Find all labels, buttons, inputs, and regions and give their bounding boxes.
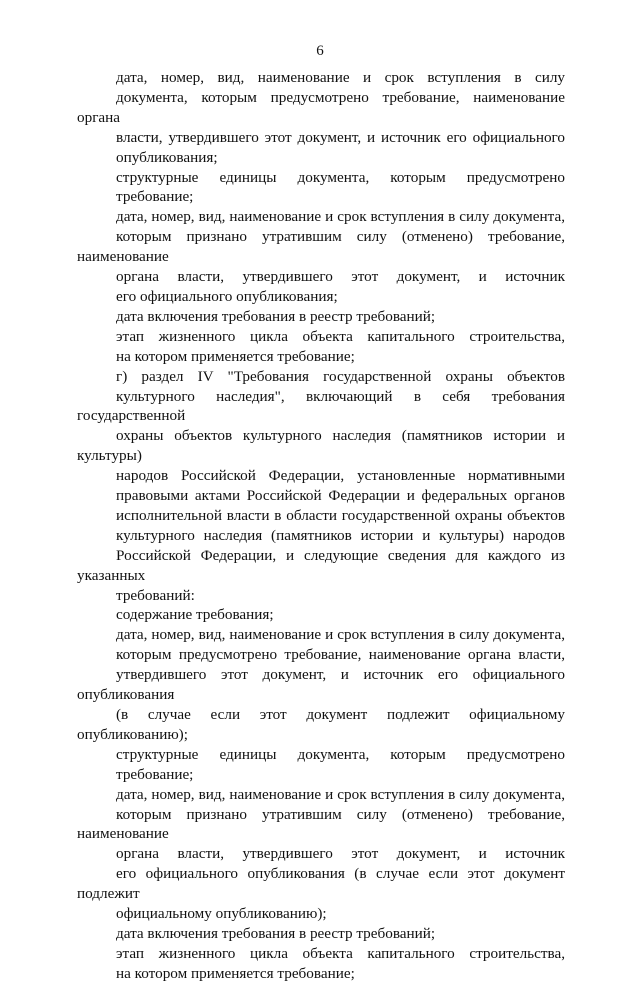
text-line: опубликования; xyxy=(116,148,218,166)
text-line: народов Российской Федерации, установленные нормативными xyxy=(116,467,565,485)
document-body xyxy=(77,68,565,984)
text-line: требование; xyxy=(116,188,194,206)
text-line: правовыми актами Российской Федерации и федеральных органов xyxy=(116,487,565,505)
text-line: Российской Федерации, и следующие сведения для каждого из указанных xyxy=(77,546,565,584)
text-line: этап жизненного цикла объекта капитального строительства, xyxy=(116,327,565,345)
text-line: на котором применяется требование; xyxy=(116,347,355,365)
paragraph xyxy=(77,168,565,208)
text-line: дата, номер, вид, наименование и срок вступления в силу xyxy=(116,69,565,86)
paragraph xyxy=(77,327,565,367)
text-line: содержание требования; xyxy=(116,606,274,624)
text-line: культурного наследия (памятников истории и культуры) народов xyxy=(116,526,565,544)
paragraph xyxy=(77,924,565,944)
text-line: дата, номер, вид, наименование и срок вступления в силу документа, xyxy=(116,626,565,644)
paragraph xyxy=(77,367,565,606)
text-line: дата, номер, вид, наименование и срок вступления в силу документа, xyxy=(116,208,565,226)
paragraph xyxy=(77,745,565,785)
text-line: охраны объектов культурного наследия (памятников истории и культуры) xyxy=(77,427,565,465)
text-line: г) раздел IV "Требования государственной охраны объектов xyxy=(116,367,565,385)
text-line: органа власти, утвердившего этот документ, и источник xyxy=(116,845,565,863)
text-line: требований: xyxy=(116,586,195,604)
text-line: дата включения требования в реестр требований; xyxy=(116,307,436,325)
text-line: (в случае если этот документ подлежит официальному опубликованию); xyxy=(77,706,565,743)
paragraph xyxy=(77,605,565,625)
paragraph xyxy=(77,625,565,744)
text-line: этап жизненного цикла объекта капитального строительства, xyxy=(116,944,565,962)
text-line: на котором применяется требование; xyxy=(116,964,355,982)
text-line: его официального опубликования (в случае если этот документ подлежит xyxy=(77,865,565,903)
text-line: требование; xyxy=(116,765,194,783)
text-line: власти, утвердившего этот документ, и источник его официального xyxy=(116,128,565,146)
paragraph xyxy=(77,307,565,327)
text-line: структурные единицы документа, которым предусмотрено xyxy=(116,168,565,186)
text-line: документа, которым предусмотрено требование, наименование органа xyxy=(77,88,565,126)
paragraph xyxy=(77,944,565,984)
text-line: органа власти, утвердившего этот документ, и источник xyxy=(116,268,565,286)
text-line: структурные единицы документа, которым предусмотрено xyxy=(116,745,565,763)
text-line: дата, номер, вид, наименование и срок вступления в силу документа, xyxy=(116,785,565,803)
text-line: которым признано утратившим силу (отменено) требование, наименование xyxy=(77,228,565,266)
text-line: которым предусмотрено требование, наименование органа власти, xyxy=(116,646,565,664)
paragraph xyxy=(77,785,565,924)
text-line: официальному опубликованию); xyxy=(116,905,327,923)
paragraph xyxy=(77,68,565,168)
text-line: утвердившего этот документ, и источник его официального опубликования xyxy=(77,666,565,704)
text-line: исполнительной власти в области государственной охраны объектов xyxy=(116,506,565,524)
paragraph xyxy=(77,207,565,307)
text-line: дата включения требования в реестр требований; xyxy=(116,924,436,942)
text-line: его официального опубликования; xyxy=(116,287,338,305)
text-line: культурного наследия", включающий в себя требования государственной xyxy=(77,387,565,425)
page-number: 6 xyxy=(316,43,324,59)
text-line: которым признано утратившим силу (отменено) требование, наименование xyxy=(77,805,565,843)
